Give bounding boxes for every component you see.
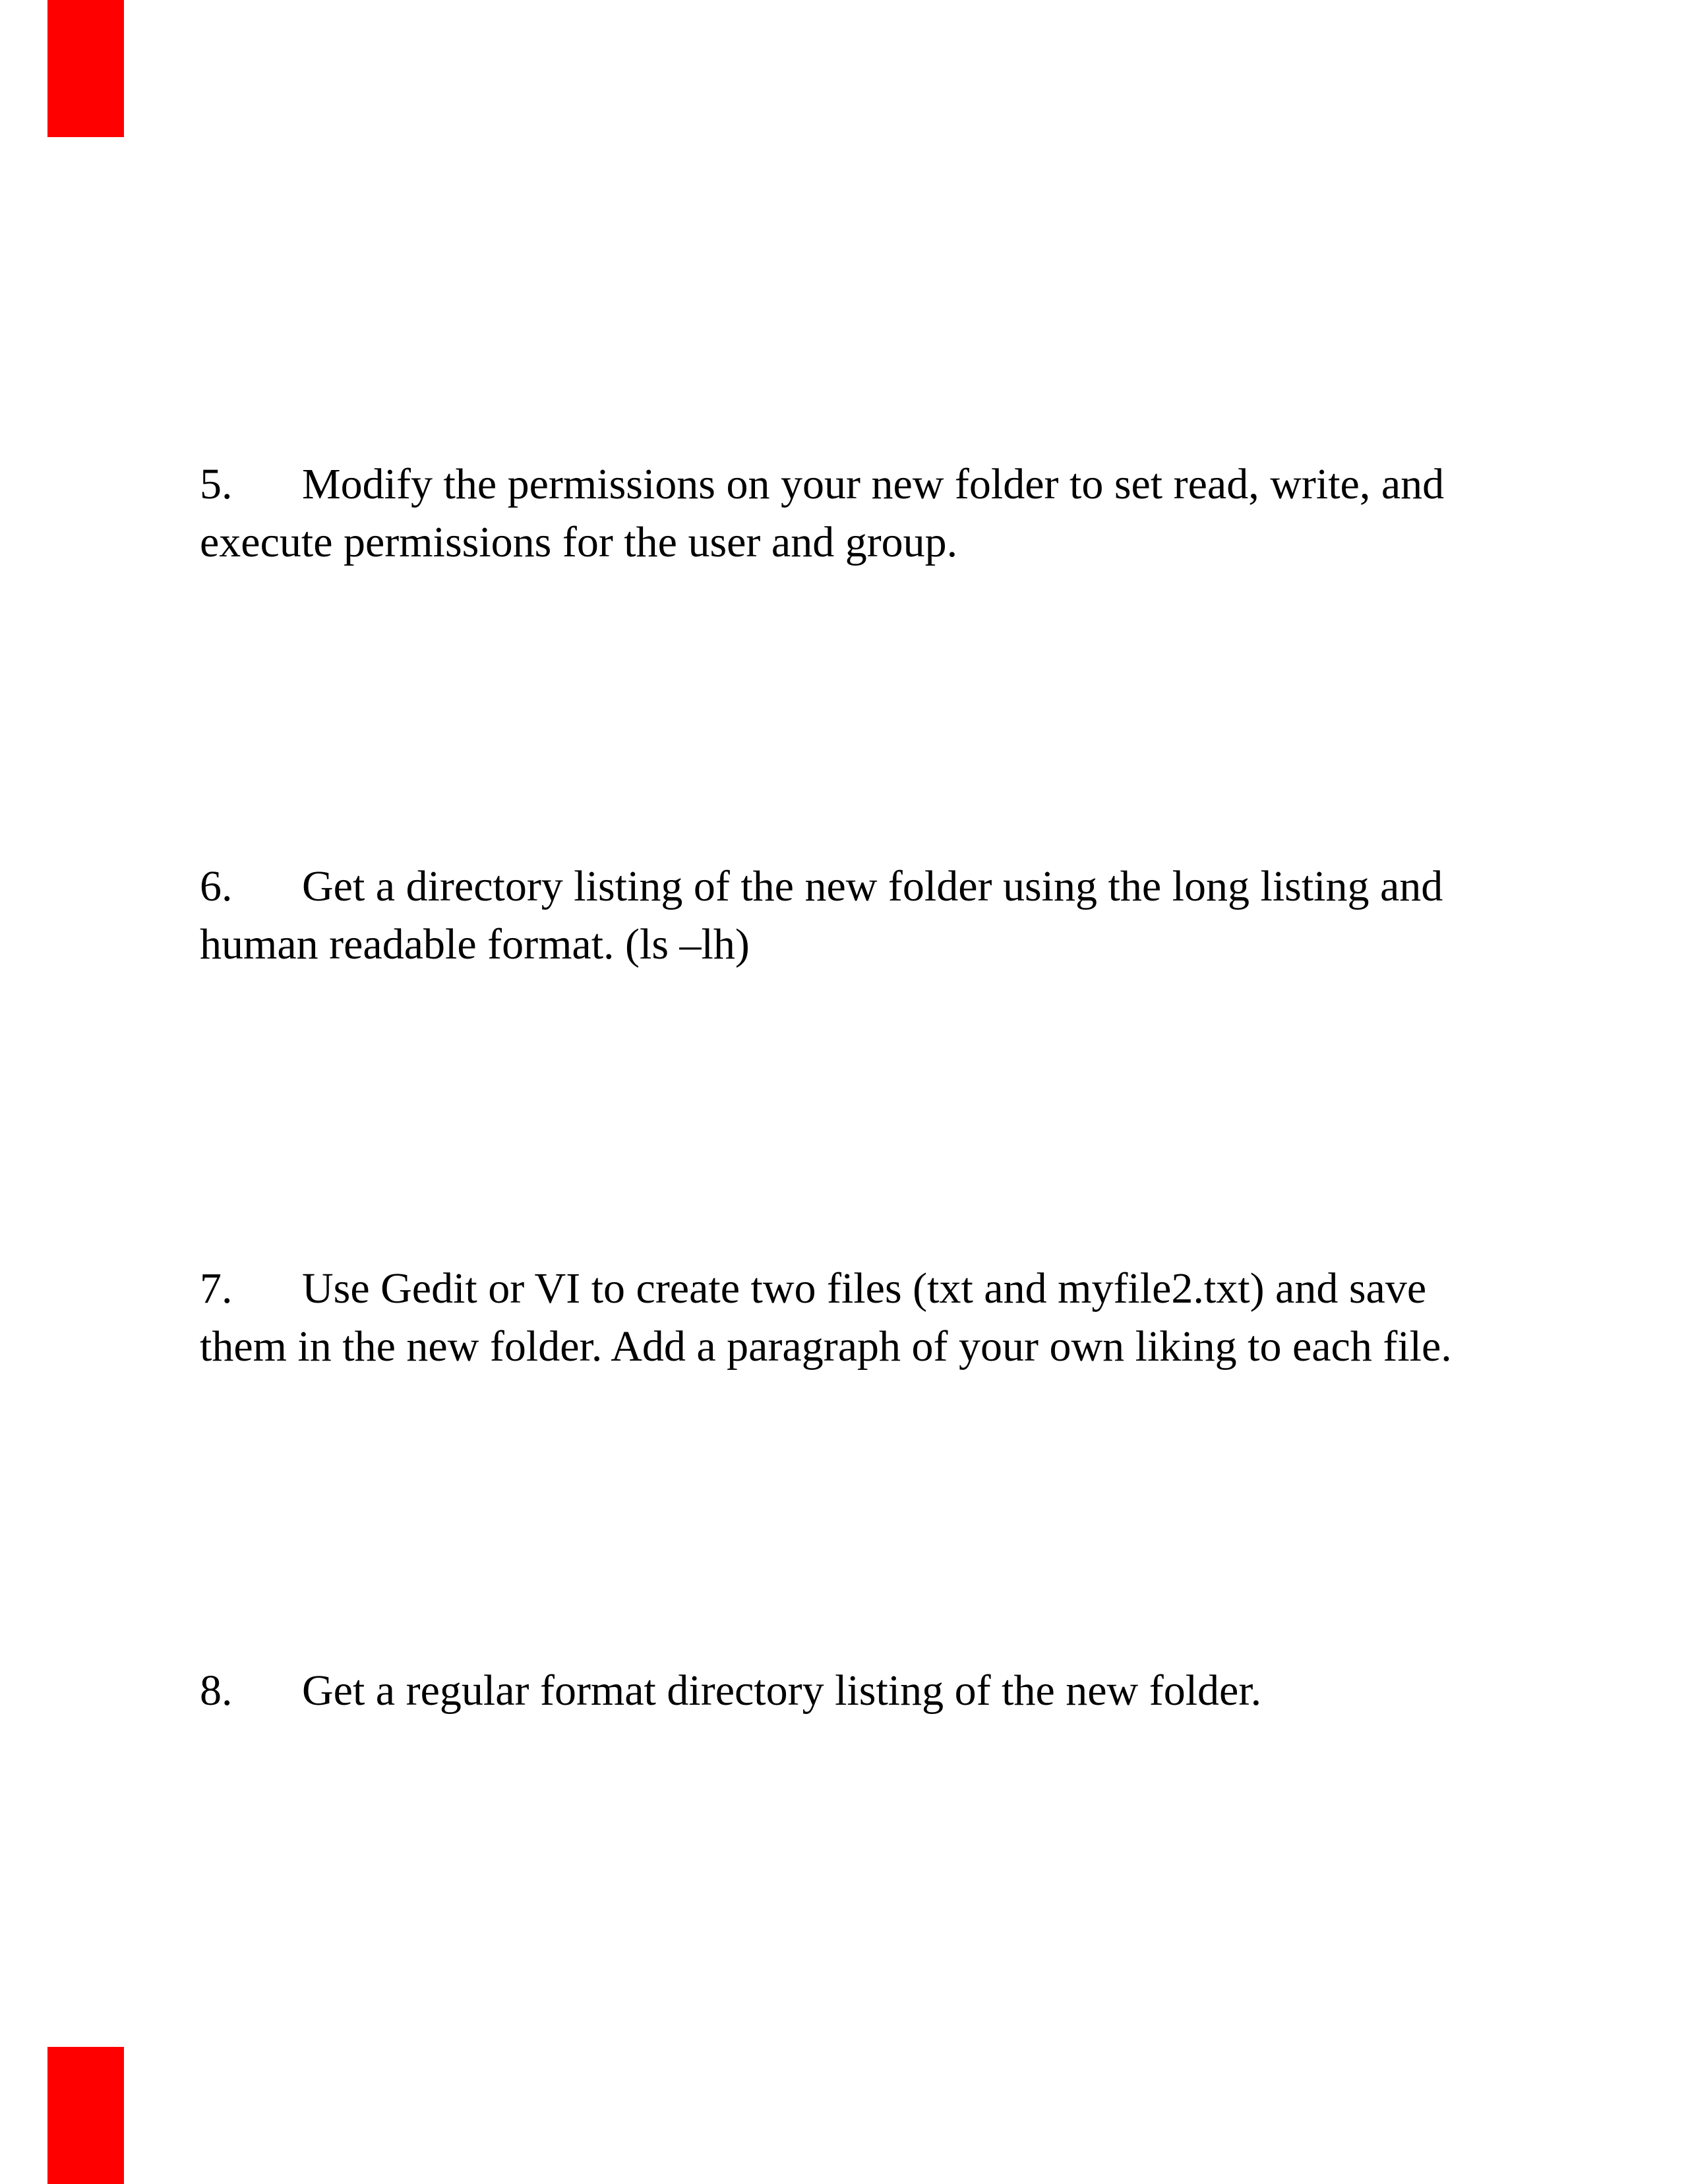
list-item-number: 6. <box>200 862 233 910</box>
list-item-text: Get a regular format directory listing of the new folder. <box>302 1667 1262 1715</box>
list-item-number: 7. <box>200 1264 233 1313</box>
list-item-number: 8. <box>200 1667 233 1715</box>
list-item-text: Get a directory listing of the new folder using the long listing and human readable format. (ls –lh) <box>200 862 1443 968</box>
red-edge-mark-bottom <box>47 2047 124 2184</box>
list-item-5 <box>200 456 1492 572</box>
list-item-6 <box>200 858 1492 974</box>
list-item-8 <box>200 1662 1492 1720</box>
list-item-7 <box>200 1260 1492 1376</box>
list-item-text: Modify the permissions on your new folder to set read, write, and execute permissions for the user and group. <box>200 460 1445 566</box>
list-item-text: Use Gedit or VI to create two files (txt and myfile2.txt) and save them in the new folder. Add a paragraph of your own liking to each file. <box>200 1264 1452 1371</box>
red-edge-mark-top <box>47 0 124 137</box>
list-item-number: 5. <box>200 460 233 508</box>
